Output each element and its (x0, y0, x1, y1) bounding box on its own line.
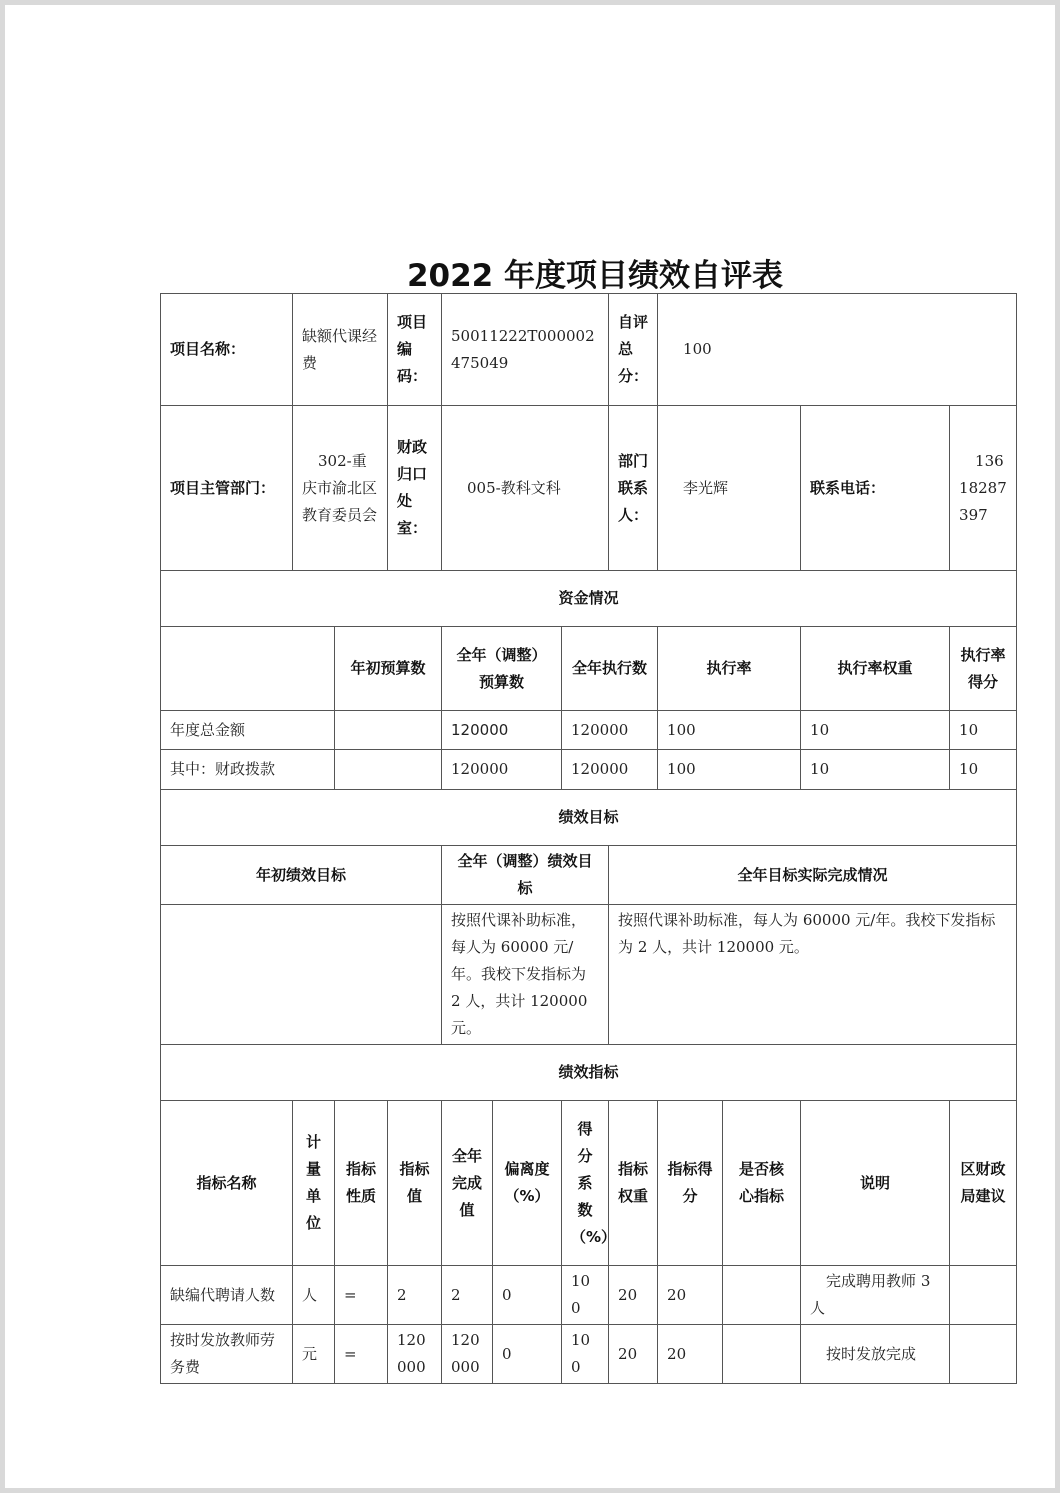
ind-header-deviation: 偏离度（%） (493, 1101, 562, 1266)
goals-header-adjusted: 全年（调整）绩效目标 (442, 846, 609, 905)
ind-header-nature: 指标性质 (335, 1101, 388, 1266)
ind-header-advice: 区财政局建议 (950, 1101, 1017, 1266)
ind-name: 按时发放教师劳务费 (161, 1325, 293, 1384)
ind-header-done: 全年完成值 (442, 1101, 493, 1266)
funds-row-score: 10 (950, 750, 1017, 790)
funds-header-row (161, 627, 1017, 711)
funds-section-title: 资金情况 (161, 571, 1017, 627)
funds-row-rate: 100 (658, 750, 801, 790)
finance-office-label: 财政归口处室： (388, 406, 442, 571)
project-code-label: 项目编码： (388, 294, 442, 406)
ind-advice (950, 1266, 1017, 1325)
ind-header-name: 指标名称 (161, 1101, 293, 1266)
self-score-value: 100 (658, 294, 1017, 406)
ind-nature: = (335, 1325, 388, 1384)
funds-row-name: 其中：财政拨款 (161, 750, 335, 790)
performance-table (160, 293, 1017, 1384)
ind-unit: 人 (293, 1266, 335, 1325)
goals-section-title: 绩效目标 (161, 790, 1017, 846)
ind-header-score: 指标得分 (658, 1101, 723, 1266)
ind-unit: 元 (293, 1325, 335, 1384)
project-name-label: 项目名称： (161, 294, 293, 406)
goals-initial (161, 905, 442, 1045)
funds-row-total (161, 711, 1017, 750)
ind-header-note: 说明 (801, 1101, 950, 1266)
ind-advice (950, 1325, 1017, 1384)
funds-row-weight: 10 (801, 750, 950, 790)
dept-value: 302-重庆市渝北区教育委员会 (293, 406, 388, 571)
info-row-2 (161, 406, 1017, 571)
project-name-value: 缺额代课经费 (293, 294, 388, 406)
funds-row-initial (335, 711, 442, 750)
funds-row-adjusted: 120000 (442, 711, 562, 750)
ind-header-core: 是否核心指标 (723, 1101, 801, 1266)
indicators-section-title: 绩效指标 (161, 1045, 1017, 1101)
ind-deviation: 0 (493, 1266, 562, 1325)
contact-label: 部门联系人： (609, 406, 658, 571)
ind-score: 20 (658, 1266, 723, 1325)
ind-note: 完成聘用教师 3 人 (801, 1266, 950, 1325)
goals-actual: 按照代课补助标准，每人为 60000 元/年。我校下发指标为 2 人，共计 120000 元。 (609, 905, 1017, 1045)
goals-adjusted: 按照代课补助标准，每人为 60000 元/年。我校下发指标为 2 人，共计 120000 元。 (442, 905, 609, 1045)
funds-row-initial (335, 750, 442, 790)
ind-core (723, 1266, 801, 1325)
ind-header-weight: 指标权重 (609, 1101, 658, 1266)
self-score-label: 自评总分： (609, 294, 658, 406)
goals-content-row (161, 905, 1017, 1045)
ind-note: 按时发放完成 (801, 1325, 950, 1384)
indicators-section-row (161, 1045, 1017, 1101)
indicator-row (161, 1325, 1017, 1384)
info-row-1 (161, 294, 1017, 406)
contact-value: 李光辉 (658, 406, 801, 571)
ind-done: 120000 (442, 1325, 493, 1384)
indicator-row (161, 1266, 1017, 1325)
ind-nature: = (335, 1266, 388, 1325)
ind-header-target: 指标值 (388, 1101, 442, 1266)
goals-section-row (161, 790, 1017, 846)
phone-value: 13618287397 (950, 406, 1017, 571)
funds-header-executed: 全年执行数 (562, 627, 658, 711)
phone-label: 联系电话： (801, 406, 950, 571)
funds-row-executed: 120000 (562, 750, 658, 790)
goals-header-actual: 全年目标实际完成情况 (609, 846, 1017, 905)
ind-weight: 20 (609, 1325, 658, 1384)
ind-name: 缺编代聘请人数 (161, 1266, 293, 1325)
funds-row-weight: 10 (801, 711, 950, 750)
ind-deviation: 0 (493, 1325, 562, 1384)
ind-coef: 100 (562, 1325, 609, 1384)
goals-header-row (161, 846, 1017, 905)
funds-row-adjusted: 120000 (442, 750, 562, 790)
project-code-value: 50011222T000002475049 (442, 294, 609, 406)
funds-header-adjusted: 全年（调整）预算数 (442, 627, 562, 711)
document-title: 2022 年度项目绩效自评表 (406, 258, 784, 294)
funds-row-executed: 120000 (562, 711, 658, 750)
ind-score: 20 (658, 1325, 723, 1384)
ind-core (723, 1325, 801, 1384)
funds-header-blank (161, 627, 335, 711)
ind-header-unit: 计量单位 (293, 1101, 335, 1266)
ind-done: 2 (442, 1266, 493, 1325)
funds-header-initial: 年初预算数 (335, 627, 442, 711)
funds-header-weight: 执行率权重 (801, 627, 950, 711)
dept-label: 项目主管部门： (161, 406, 293, 571)
goals-header-initial: 年初绩效目标 (161, 846, 442, 905)
ind-target: 2 (388, 1266, 442, 1325)
funds-section-row (161, 571, 1017, 627)
funds-header-rate: 执行率 (658, 627, 801, 711)
funds-row-name: 年度总金额 (161, 711, 335, 750)
finance-office-value: 005-教科文科 (442, 406, 609, 571)
indicators-header-row (161, 1101, 1017, 1266)
ind-coef: 100 (562, 1266, 609, 1325)
funds-header-score: 执行率得分 (950, 627, 1017, 711)
ind-weight: 20 (609, 1266, 658, 1325)
ind-header-coef: 得分系数（%） (562, 1101, 609, 1266)
funds-row-fiscal (161, 750, 1017, 790)
funds-row-score: 10 (950, 711, 1017, 750)
ind-target: 120000 (388, 1325, 442, 1384)
funds-row-rate: 100 (658, 711, 801, 750)
